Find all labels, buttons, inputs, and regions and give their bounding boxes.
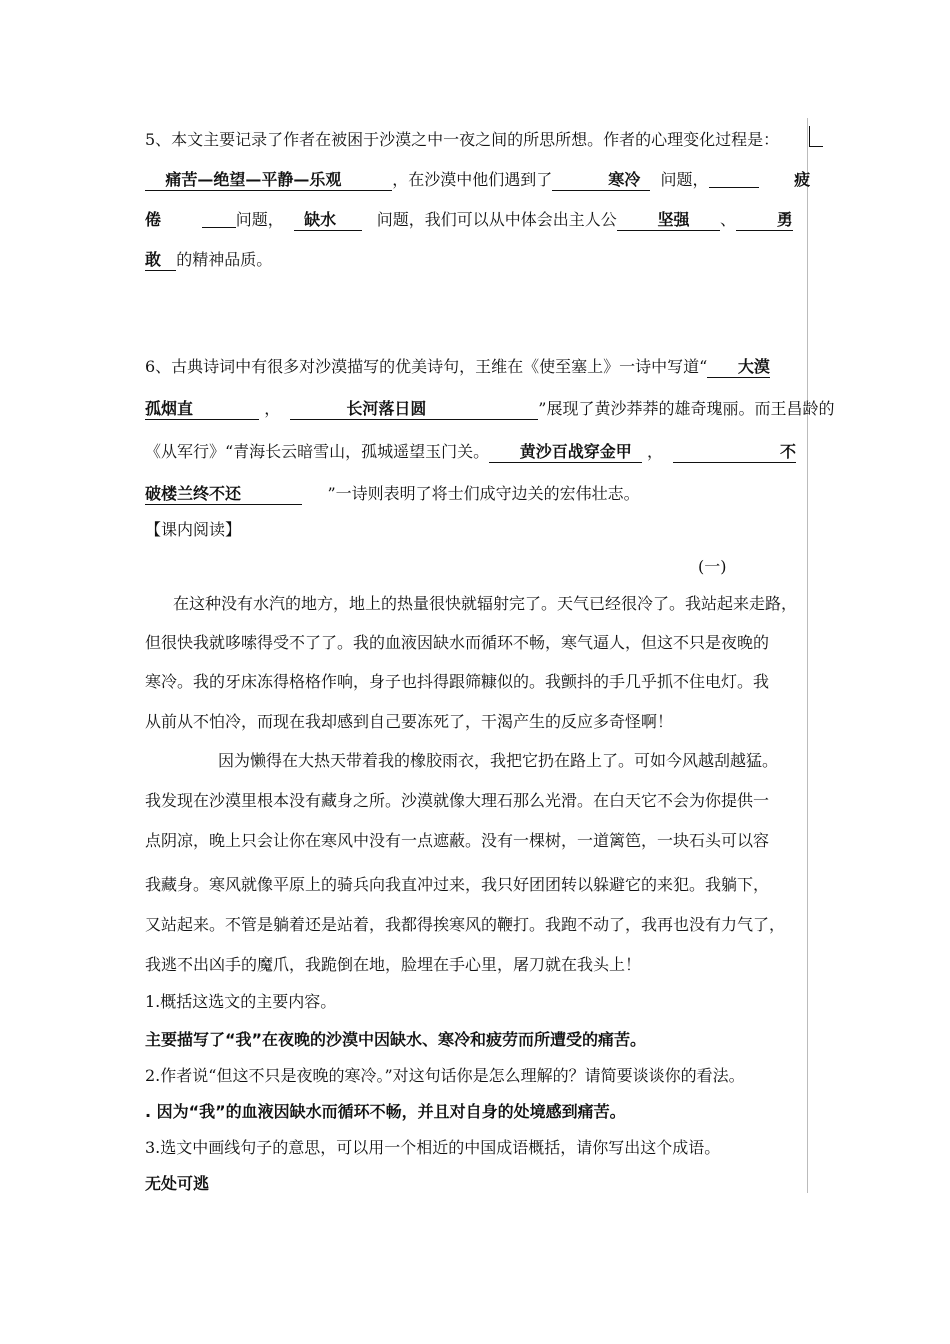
q6-line-4 (145, 482, 640, 506)
q5-line-1 (145, 128, 779, 152)
q6-line-2 (145, 397, 834, 421)
answer-3: 无处可逃 (145, 1174, 210, 1193)
para2-line-5: 又站起来。不管是躺着还是站着，我都得挨寒风的鞭打。我跑不动了，我再也没有力气了， (145, 915, 786, 934)
part-label: (一) (698, 557, 727, 576)
q5-answer-3b: 倦 (145, 210, 162, 229)
answer-2: . 因为“我”的血液因缺水而循环不畅，并且对自身的处境感到痛苦。 (145, 1102, 626, 1121)
q6-answer-1a: 大漠 (707, 357, 770, 378)
q5-answer-6b: 敢 (145, 250, 176, 271)
q6-text-4: ， (646, 442, 663, 461)
q6-answer-4a: 不 (673, 442, 796, 463)
question-2: 2.作者说“但这不只是夜晚的寒冷。”对这句话你是怎么理解的？请简要谈谈你的看法。 (145, 1066, 745, 1085)
corner-mark-h (809, 146, 823, 147)
q6-text-1: ， (264, 399, 281, 418)
q5-answer-4: 缺水 (294, 210, 362, 231)
q5-blank-3 (709, 171, 759, 188)
para2-line-1: 因为懒得在大热天带着我的橡胶雨衣，我把它扔在路上了。可如今风越刮越猛。 (218, 751, 779, 770)
q5-text-5: 、 (720, 210, 737, 229)
q6-text-3: 《从军行》“青海长云暗雪山，孤城遥望玉门关。 (145, 442, 490, 461)
q5-line-3 (145, 208, 793, 232)
question-3: 3.选文中画线句子的意思，可以用一个相近的中国成语概括，请你写出这个成语。 (145, 1138, 721, 1157)
corner-mark (809, 126, 810, 146)
para2-line-3: 点阴凉，晚上只会让你在寒风中没有一点遮蔽。没有一棵树，一道篱笆，一块石头可以容 (145, 831, 770, 850)
q6-answer-3: 黄沙百战穿金甲 (489, 442, 642, 463)
q5-text-6: 的精神品质。 (176, 250, 273, 269)
para1-line-2: 但很快我就哆嗦得受不了了。我的血液因缺水而循环不畅，寒气逼人，但这不只是夜晚的 (145, 633, 770, 652)
margin-line (807, 118, 808, 1193)
q6-text-2: ”展现了黄沙莽莽的雄奇瑰丽。而王昌龄的 (538, 399, 835, 418)
q6-line-1 (145, 355, 770, 379)
answer-1: 主要描写了“我”在夜晚的沙漠中因缺水、寒冷和疲劳而所遭受的痛苦。 (145, 1030, 647, 1049)
q6-answer-4b: 破楼兰终不还 (145, 484, 302, 505)
q5-text-3: 问题， (235, 210, 284, 229)
para1-line-3: 寒冷。我的牙床冻得格格作响，身子也抖得跟筛糠似的。我颤抖的手几乎抓不住电灯。我 (145, 672, 770, 691)
question-1: 1.概括这选文的主要内容。 (145, 992, 337, 1011)
para1-line-4: 从前从不怕冷，而现在我却感到自己要冻死了，干渴产生的反应多奇怪啊！ (145, 712, 674, 731)
para2-line-6: 我逃不出凶手的魔爪，我跪倒在地，脸埋在手心里，屠刀就在我头上！ (145, 955, 642, 974)
q6-answer-2: 长河落日圆 (290, 399, 538, 420)
q6-text-5: ”一诗则表明了将士们成守边关的宏伟壮志。 (327, 484, 640, 503)
q6-intro: 6、古典诗词中有很多对沙漠描写的优美诗句，王维在《使至塞上》一诗中写道“ (145, 357, 708, 376)
q5-blank-3b (202, 211, 236, 228)
q6-line-3 (145, 440, 796, 464)
q5-answer-6a: 勇 (736, 210, 793, 231)
q5-answer-2: 寒冷 (552, 170, 650, 191)
q5-text-1: ，在沙漠中他们遇到了 (392, 170, 553, 189)
q5-line-4 (145, 248, 272, 272)
q5-answer-1: 痛苦—绝望—平静—乐观 (145, 170, 392, 191)
section-title: 【课内阅读】 (145, 520, 242, 539)
q5-answer-5: 坚强 (617, 210, 720, 231)
para2-line-4: 我藏身。寒风就像平原上的骑兵向我直冲过来，我只好团团转以躲避它的来犯。我躺下， (145, 875, 770, 894)
q5-text-4: 问题，我们可以从中体会出主人公 (376, 210, 617, 229)
q5-intro: 5、本文主要记录了作者在被困于沙漠之中一夜之间的所思所想。作者的心理变化过程是： (145, 130, 780, 149)
para2-line-2: 我发现在沙漠里根本没有藏身之所。沙漠就像大理石那么光滑。在白天它不会为你提供一 (145, 791, 770, 810)
q5-text-2: 问题， (660, 170, 709, 189)
para1-line-1: 在这种没有水汽的地方，地上的热量很快就辐射完了。天气已经很冷了。我站起来走路， (173, 594, 798, 613)
q6-answer-1b: 孤烟直 (145, 399, 259, 420)
q5-answer-3a: 疲 (794, 170, 811, 189)
q5-line-2 (145, 168, 810, 192)
